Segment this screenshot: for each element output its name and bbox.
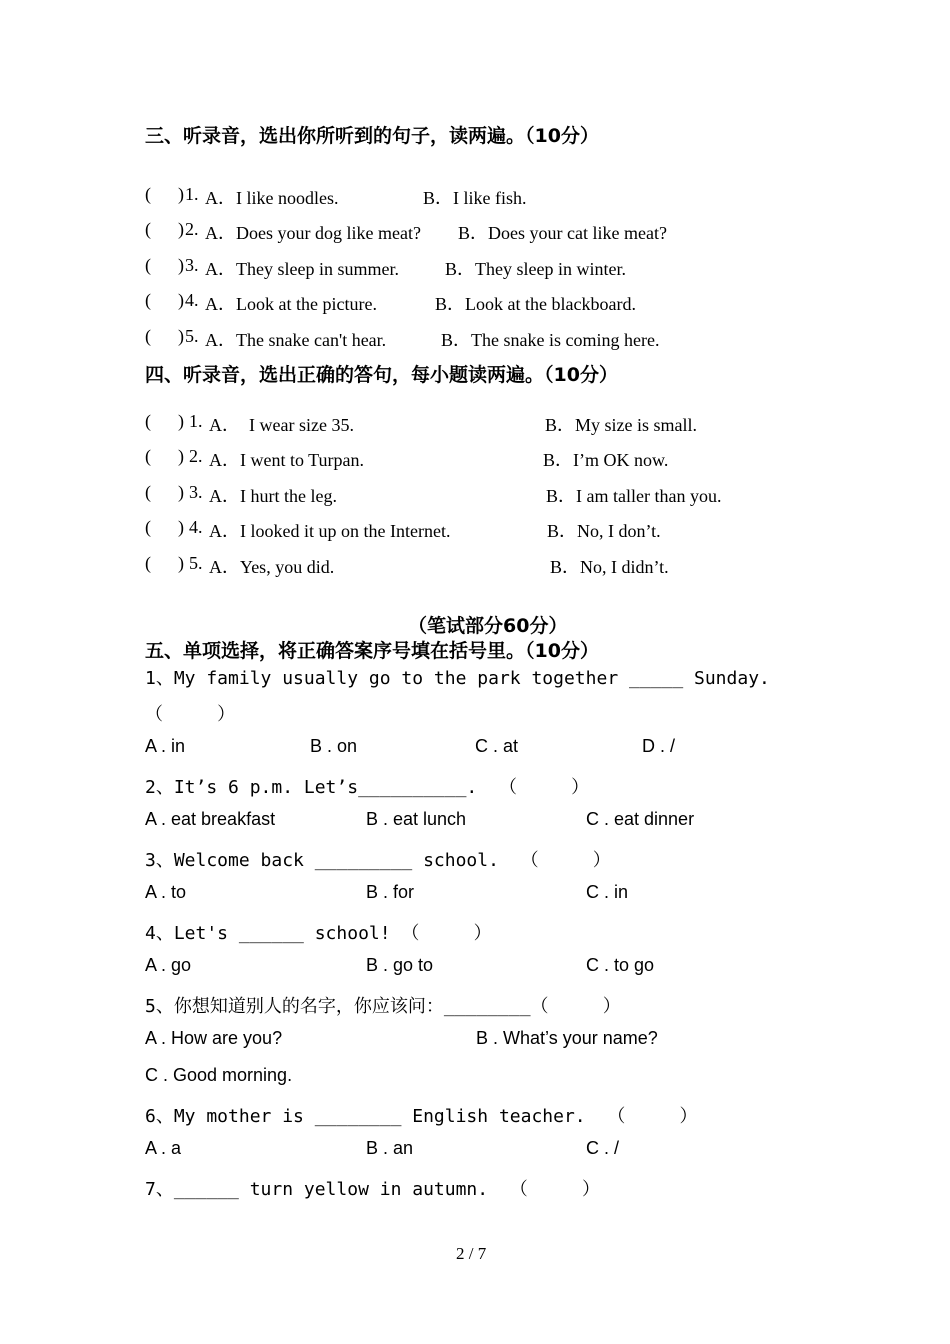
item-number: 1. [189, 411, 203, 431]
page-number: 2 / 7 [456, 1244, 487, 1263]
answer-bracket[interactable]: ( ) [145, 255, 184, 275]
item-number: 3. [185, 255, 199, 275]
option-a: A . How are you? [145, 1028, 283, 1048]
question-1-bracket[interactable]: （ ） [145, 704, 236, 725]
question-2-stem: 2、It’s 6 p.m. Let’s__________. （ ） [145, 777, 590, 798]
item-number: 2. [185, 219, 199, 239]
item-number: 3. [189, 482, 203, 502]
option-a: A． I wear size 35. [209, 415, 354, 435]
option-a: A．Yes, you did. [209, 557, 335, 577]
option-c: C . / [586, 1138, 620, 1158]
question-5-options [145, 1028, 845, 1054]
section-4-title: 四、听录音，选出正确的答句，每小题读两遍。（10分） [145, 364, 618, 386]
option-b: B . eat lunch [366, 809, 467, 829]
list-item [145, 184, 845, 210]
option-c: C . eat dinner [586, 809, 695, 829]
option-b: B．The snake is coming here. [441, 330, 660, 350]
answer-bracket[interactable]: ( ) [145, 482, 184, 502]
item-number: 1. [185, 184, 199, 204]
option-a: A．The snake can't hear. [205, 330, 387, 350]
question-1-options [145, 736, 845, 762]
section-3-title: 三、听录音，选出你所听到的句子，读两遍。（10分） [145, 125, 599, 147]
item-number: 2. [189, 446, 203, 466]
question-3-stem: 3、Welcome back _________ school. （ ） [145, 850, 611, 871]
option-d: D . / [642, 736, 676, 756]
option-b: B．I am taller than you. [546, 486, 722, 506]
list-item [145, 446, 845, 472]
option-c: C . Good morning. [145, 1065, 293, 1085]
option-b: B . an [366, 1138, 414, 1158]
option-a: A．They sleep in summer. [205, 259, 399, 279]
question-7-stem: 7、______ turn yellow in autumn. （ ） [145, 1179, 600, 1200]
item-number: 4. [185, 290, 199, 310]
option-a: A．I hurt the leg. [209, 486, 337, 506]
option-a: A . a [145, 1138, 182, 1158]
list-item [145, 290, 845, 316]
answer-bracket[interactable]: ( ) [145, 553, 184, 573]
answer-bracket[interactable]: ( ) [145, 517, 184, 537]
option-a: A . go [145, 955, 192, 975]
option-b: B．My size is small. [545, 415, 697, 435]
list-item [145, 255, 845, 281]
question-5-stem: 5、你想知道别人的名字，你应该问：________（ ） [145, 996, 621, 1017]
answer-bracket[interactable]: ( ) [145, 326, 184, 346]
question-1-stem: 1、My family usually go to the park together _____ Sunday. [145, 668, 770, 689]
question-6-options [145, 1138, 845, 1164]
written-part-heading: （笔试部分60分） [408, 615, 568, 637]
option-a: A．I like noodles. [205, 188, 339, 208]
option-b: B．No, I don’t. [547, 521, 661, 541]
option-b: B．I like fish. [423, 188, 527, 208]
option-a: A．Look at the picture. [205, 294, 377, 314]
option-a: A．I looked it up on the Internet. [209, 521, 451, 541]
question-2-options [145, 809, 845, 835]
option-c: C . in [586, 882, 629, 902]
option-b: B．No, I didn’t. [550, 557, 669, 577]
option-b: B．They sleep in winter. [445, 259, 626, 279]
option-a: A . to [145, 882, 187, 902]
option-a: A．Does your dog like meat? [205, 223, 421, 243]
answer-bracket[interactable]: ( ) [145, 184, 184, 204]
option-b: B．Look at the blackboard. [435, 294, 636, 314]
question-4-options [145, 955, 845, 981]
option-c: C . at [475, 736, 519, 756]
question-6-stem: 6、My mother is ________ English teacher. （ ） [145, 1106, 698, 1127]
option-a: A．I went to Turpan. [209, 450, 365, 470]
list-item [145, 553, 845, 579]
list-item [145, 411, 845, 437]
option-b: B．I’m OK now. [543, 450, 669, 470]
answer-bracket[interactable]: ( ) [145, 290, 184, 310]
answer-bracket[interactable]: ( ) [145, 411, 184, 431]
list-item [145, 517, 845, 543]
option-b: B . for [366, 882, 415, 902]
question-4-stem: 4、Let's ______ school! （ ） [145, 923, 492, 944]
option-c: C . to go [586, 955, 655, 975]
option-b: B . go to [366, 955, 434, 975]
option-b: B．Does your cat like meat? [458, 223, 667, 243]
option-a: A . eat breakfast [145, 809, 276, 829]
list-item [145, 482, 845, 508]
list-item [145, 219, 845, 245]
option-b: B . on [310, 736, 358, 756]
item-number: 4. [189, 517, 203, 537]
option-b: B . What’s your name? [476, 1028, 658, 1048]
question-3-options [145, 882, 845, 908]
item-number: 5. [185, 326, 199, 346]
item-number: 5. [189, 553, 203, 573]
answer-bracket[interactable]: ( ) [145, 219, 184, 239]
option-a: A . in [145, 736, 186, 756]
section-5-title: 五、单项选择，将正确答案序号填在括号里。（10分） [145, 640, 599, 662]
question-5-options-2 [145, 1065, 845, 1091]
list-item [145, 326, 845, 352]
answer-bracket[interactable]: ( ) [145, 446, 184, 466]
